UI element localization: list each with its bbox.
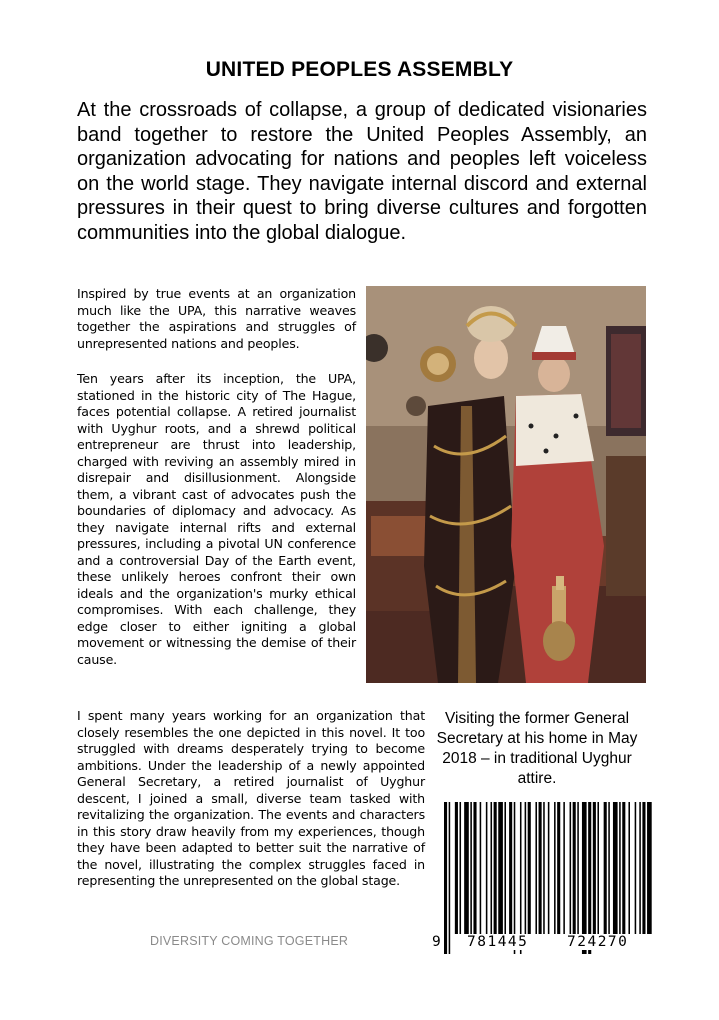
- barcode-bar: [593, 802, 596, 934]
- photo-illustration: [366, 286, 646, 683]
- lead-blurb: At the crossroads of collapse, a group of dedicated visionaries band together to restore the United Peoples Assembly, an organization advocating for nations and peoples left voiceless on the world stage. They navigate internal discord and external pressures in their quest to bring diverse cultures and forgotten communities into the global dialogue.: [77, 99, 647, 244]
- barcode-bar: [464, 802, 469, 934]
- barcode-bar: [528, 802, 531, 934]
- barcode-bar: [588, 802, 591, 954]
- barcode-bar: [535, 802, 537, 934]
- barcode-bar: [548, 802, 550, 934]
- footer-tagline: DIVERSITY COMING TOGETHER: [150, 934, 349, 948]
- barcode-bar: [486, 802, 488, 934]
- barcode-bar: [639, 802, 641, 934]
- barcode-bar: [539, 802, 542, 934]
- barcode-bar: [491, 802, 493, 934]
- barcode-bar: [460, 802, 462, 934]
- barcode-group-1: 781445: [467, 934, 529, 950]
- body-paragraph-2: Ten years after its inception, the UPA, stationed in the historic city of The Hague, faces potential collapse. A retired journalist with Uyghur roots, and a shrewd political entrepreneur are thrust into leadership, charged with reviving an assembly mired in disrepair and disillusionment. Alongside them, a vibrant cast of advocates push the boundaries of diplomacy and advocacy. As they navigate internal rifts and external pressures, including a pivotal UN conference and a controversial Day of the Earth event, these unlikely heroes confront their own ideals and the organization's murky ethical compromises. With each challenge, they edge closer to either igniting a global movement or witnessing the demise of their cause.: [77, 371, 356, 667]
- barcode-bar: [557, 802, 560, 934]
- barcode-bar: [635, 802, 637, 934]
- barcode-bar: [577, 802, 579, 934]
- barcode-bar: [455, 802, 458, 934]
- barcode-bar: [470, 802, 472, 934]
- barcode-bar: [473, 802, 476, 934]
- body-paragraph-1: Inspired by true events at an organization much like the UPA, this narrative weaves together the aspirations and struggles of unrepresented nations and peoples.: [77, 286, 356, 351]
- barcode-bar: [494, 802, 497, 934]
- barcode-bar: [504, 802, 506, 934]
- barcode-bar: [480, 802, 482, 934]
- barcode-bar: [554, 802, 556, 934]
- barcode-bar: [449, 802, 451, 954]
- barcode-bar: [582, 802, 587, 954]
- barcode-bar: [498, 802, 503, 934]
- barcode-bar: [444, 802, 447, 954]
- author-photo: [366, 286, 646, 683]
- barcode-bar: [570, 802, 572, 934]
- barcode-bar: [520, 802, 522, 954]
- barcode-bar: [563, 802, 565, 934]
- barcode-bar: [608, 802, 610, 934]
- barcode-bar: [622, 802, 625, 934]
- barcode-bar: [628, 802, 630, 934]
- barcode-bar: [525, 802, 527, 934]
- barcode-bar: [604, 802, 607, 934]
- barcode-bar: [619, 802, 621, 934]
- book-title: UNITED PEOPLES ASSEMBLY: [205, 58, 514, 81]
- barcode-group-2: 724270: [567, 934, 629, 950]
- body-paragraph-3: I spent many years working for an organization that closely resembles the one depicted in this novel. It too struggled with dreams desperately trying to become ambitions. Under the leadership of a newly appointed General Secretary, a retired journalist of Uyghur descent, I joined a small, diverse team tasked with revitalizing the organization. The events and characters in this story draw heavily from my experiences, though they have been adapted to better suit the narrative of the novel, illustrating the complex struggles faced in representing the unrepresented on the global stage.: [77, 708, 425, 888]
- barcode-bar: [597, 802, 599, 934]
- barcode-bar: [509, 802, 512, 934]
- photo-caption: Visiting the former General Secretary at his home in May 2018 – in traditional Uyghur attire.: [436, 710, 638, 787]
- barcode-lead-digit: 9: [432, 934, 443, 950]
- barcode-bar: [573, 802, 576, 934]
- barcode-bar: [514, 802, 516, 954]
- barcode-bar: [642, 802, 645, 934]
- barcode-bar: [647, 802, 652, 934]
- barcode-bar: [613, 802, 618, 934]
- barcode-bar: [543, 802, 545, 934]
